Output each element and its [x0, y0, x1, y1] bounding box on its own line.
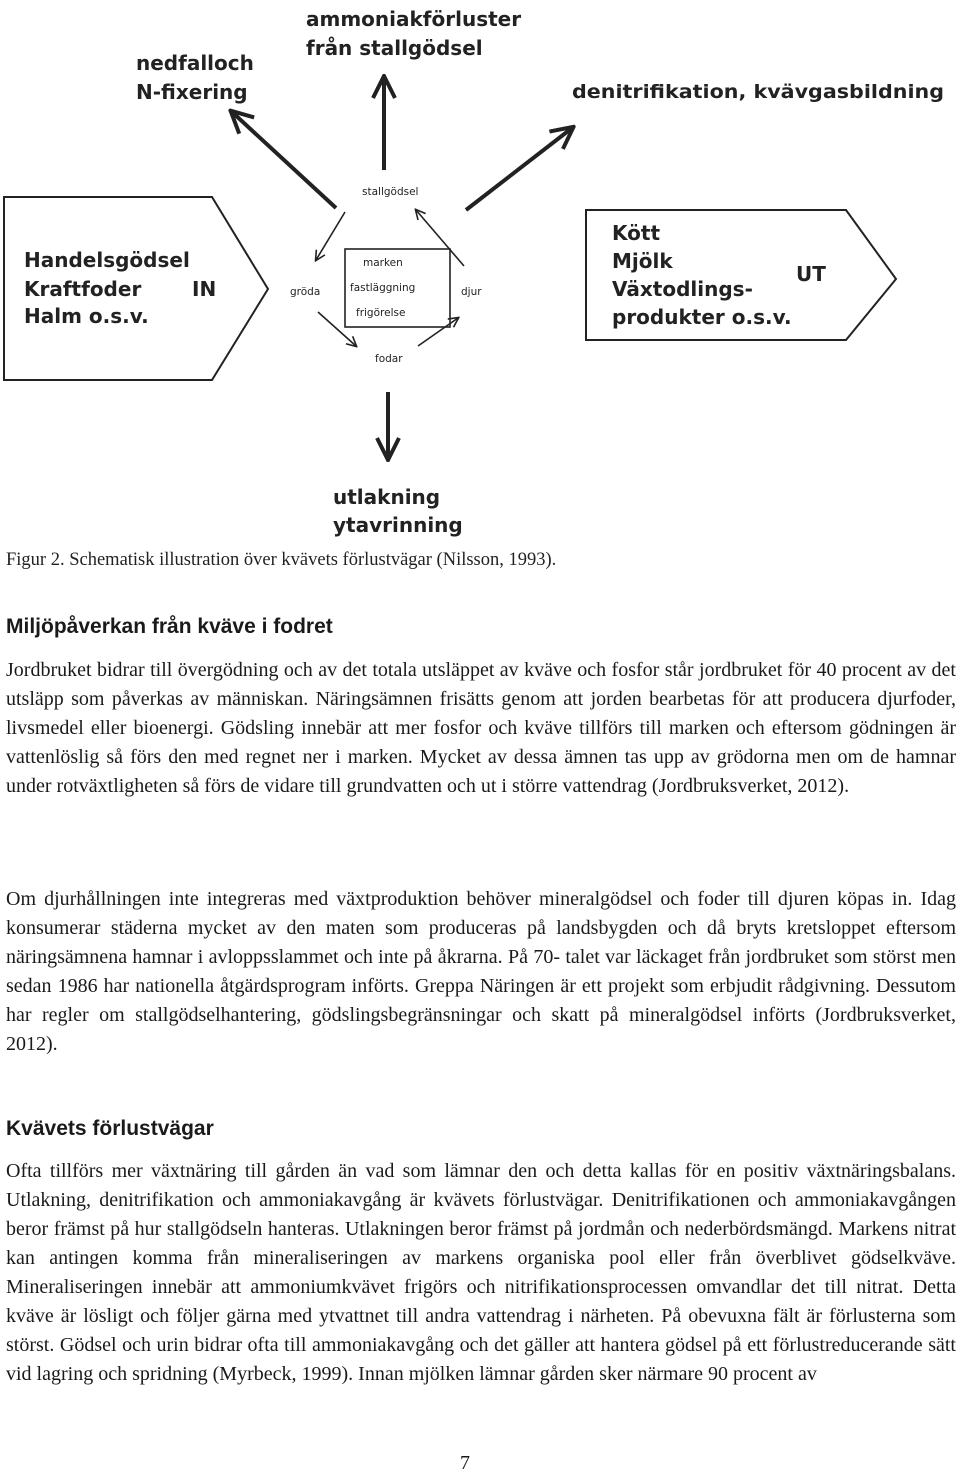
arrow-down-deposition — [232, 112, 336, 208]
out-label-line2: Mjölk — [612, 249, 673, 273]
out-label-line4: produkter o.s.v. — [612, 305, 792, 329]
paragraph-nitrogen-losses-1: Ofta tillförs mer växtnäring till gården än vad som lämnar den och detta kallas för en positiv växtnäringsbalans. Utlakning, denitrifikation och ammoniakavgång är kvävets förlustvägar. Denitrifikationen och ammoniakavgången beror främst på hur stallgödseln hanteras. Utlakningen beror främst på jordmån och nederbördsmängd. Markens nitrat kan antingen komma från mineraliseringen av markens organiska pool eller från överblivet gödselkväve. Mineraliseringen innebär att ammoniumkvävet frigörs och nitrifikationsprocessen omvandlar det till nitrat. Detta kväve är lösligt och följer gärna med ytvattnet till andra vattendrag i närheten. På obevuxna fält är förlusterna som störst. Gödsel och urin bidrar ofta till ammoniakavgång och det gäller att hantera gödsel på ett förlustreducerande sätt vid lagring och spridning (Myrbeck, 1999). Innan mjölken lämnar gården sker närmare 90 procent av — [6, 1160, 956, 1385]
section-heading-nitrogen-losses: Kvävets förlustvägar — [6, 1117, 214, 1140]
out-label-line3: Växtodlings- — [612, 277, 753, 301]
cycle-label-animals: djur — [461, 286, 482, 298]
nitrogen-loss-figure — [0, 0, 960, 540]
label-ammonia-loss-line1: ammoniakförluster — [306, 7, 522, 31]
label-ammonia-loss-line2: från stallgödsel — [306, 36, 483, 60]
label-leaching-line2: ytavrinning — [333, 513, 463, 537]
paragraph-environmental-impact-1: Jordbruket bidrar till övergödning och av det totala utsläppet av kväve och fosfor står jordbruket för 40 procent av det utsläpp som påverkas av människan. Näringsämnen frisätts genom att jorden bearbetas för att producera djurfoder, livsmedel eller bioenergi. Gödsling innebär att mer fosfor och kväve tillförs till marken och eftersom gödningen är vattenlöslig så förs den med regnet ner i marken. Mycket av dessa ämnen tas upp av grödorna men om de hamnar under rotväxtligheten så förs de vidare till grundvatten och ut i större vattendrag (Jordbruksverket, 2012). — [6, 659, 956, 797]
cycle-label-manure: stallgödsel — [362, 186, 419, 198]
arrow-up-denitrification — [466, 128, 572, 210]
in-label-line1: Handelsgödsel — [24, 248, 190, 272]
cycle-label-feed: fodar — [375, 353, 403, 365]
cycle-arrow-manure-to-crop — [316, 212, 345, 260]
in-label-line3: Halm o.s.v. — [24, 304, 149, 328]
label-deposition-line2: N-fixering — [136, 80, 248, 104]
out-label-line1: Kött — [612, 221, 661, 245]
in-tag: IN — [192, 277, 217, 301]
section-heading-environmental-impact: Miljöpåverkan från kväve i fodret — [6, 615, 333, 638]
label-deposition-line1: nedfalloch — [136, 51, 254, 75]
figure-caption: Figur 2. Schematisk illustration över kvävets förlustvägar (Nilsson, 1993). — [6, 550, 557, 570]
center-label-line3: frigörelse — [356, 307, 406, 319]
out-tag: UT — [796, 262, 826, 286]
center-label-line1: marken — [363, 257, 403, 269]
cycle-label-crop: gröda — [290, 286, 321, 298]
label-leaching-line1: utlakning — [333, 485, 441, 509]
label-denitrification: denitrifikation, kvävgasbildning — [572, 81, 944, 103]
in-label-line2: Kraftfoder — [24, 277, 142, 301]
nitrogen-cycle-diagram — [0, 0, 960, 540]
paragraph-environmental-impact-2: Om djurhållningen inte integreras med växtproduktion behöver mineralgödsel och foder till djuren köpas in. Idag konsumerar städerna mycket av den maten som produceras på landsbygden och då bryts kretsloppet eftersom näringsämnena hamnar i avloppsslammet och inte på åkrarna. På 70- talet var läckaget från jordbruket som störst men sedan 1986 har nationella åtgärdsprogram införts. Greppa Näringen är ett projekt som erbjudit rådgivning. Dessutom har regler om stallgödselhantering, gödslingsbegränsningar och skatt på mineralgödsel införts (Jordbruksverket, 2012). — [6, 888, 956, 1055]
page-number: 7 — [460, 1452, 470, 1474]
center-label-line2: fastläggning — [350, 282, 416, 294]
